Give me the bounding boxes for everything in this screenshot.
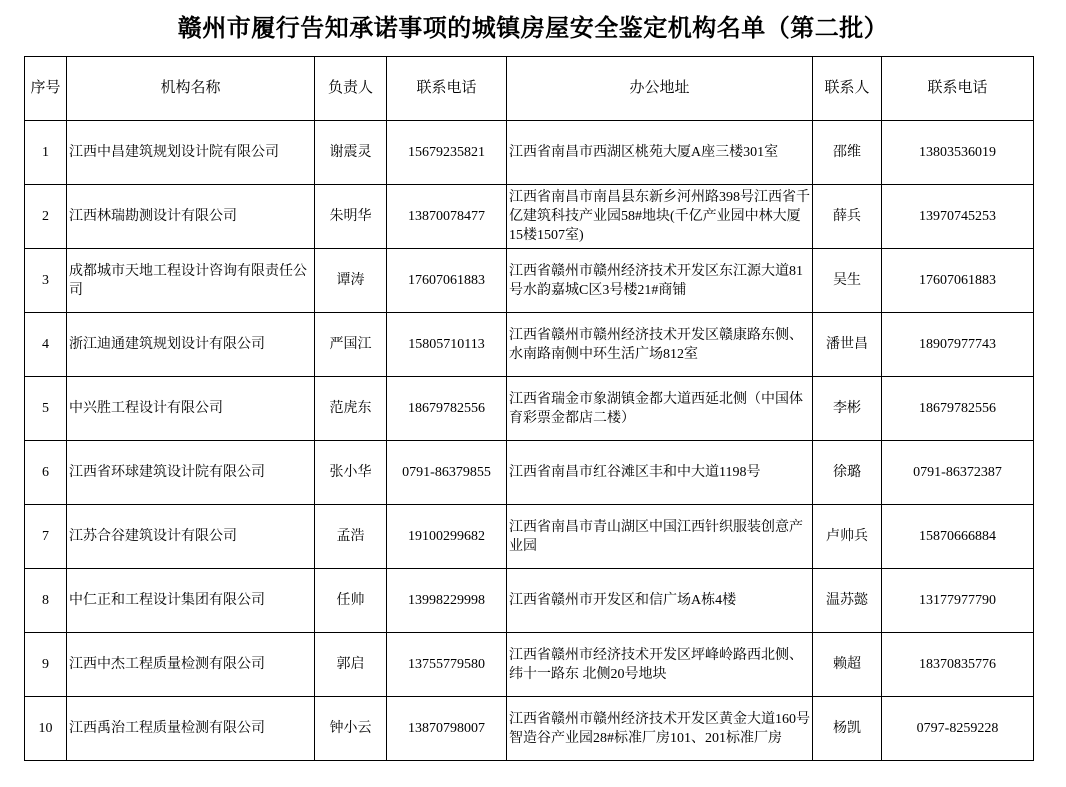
contact-phone: 18679782556 <box>882 377 1034 441</box>
address: 江西省赣州市赣州经济技术开发区东江源大道81号水韵嘉城C区3号楼21#商铺 <box>507 249 813 313</box>
principal: 范虎东 <box>315 377 387 441</box>
row-index: 4 <box>25 313 67 377</box>
row-index: 1 <box>25 121 67 185</box>
contact-phone: 0791-86372387 <box>882 441 1034 505</box>
address: 江西省南昌市南昌县东新乡河州路398号江西省千亿建筑科技产业园58#地块(千亿产业园中林大厦15楼1507室) <box>507 185 813 249</box>
address: 江西省赣州市开发区和信广场A栋4楼 <box>507 569 813 633</box>
address: 江西省赣州市赣州经济技术开发区黄金大道160号智造谷产业园28#标准厂房101、201标准厂房 <box>507 697 813 761</box>
principal-phone: 13870078477 <box>387 185 507 249</box>
header-index: 序号 <box>25 57 67 121</box>
table-row <box>25 121 1034 185</box>
principal: 钟小云 <box>315 697 387 761</box>
header-contact: 联系人 <box>813 57 882 121</box>
contact: 薛兵 <box>813 185 882 249</box>
principal-phone: 15805710113 <box>387 313 507 377</box>
principal-phone: 13998229998 <box>387 569 507 633</box>
contact-phone: 13177977790 <box>882 569 1034 633</box>
agency-name: 江西中昌建筑规划设计院有限公司 <box>67 121 315 185</box>
table-row <box>25 441 1034 505</box>
row-index: 8 <box>25 569 67 633</box>
agency-name: 江西省环球建筑设计院有限公司 <box>67 441 315 505</box>
principal-phone: 15679235821 <box>387 121 507 185</box>
agency-name: 成都城市天地工程设计咨询有限责任公司 <box>67 249 315 313</box>
principal: 谭涛 <box>315 249 387 313</box>
contact: 邵维 <box>813 121 882 185</box>
contact: 李彬 <box>813 377 882 441</box>
row-index: 2 <box>25 185 67 249</box>
address: 江西省赣州市经济技术开发区坪峰岭路西北侧、纬十一路东 北侧20号地块 <box>507 633 813 697</box>
row-index: 7 <box>25 505 67 569</box>
table-row <box>25 633 1034 697</box>
principal: 任帅 <box>315 569 387 633</box>
row-index: 5 <box>25 377 67 441</box>
principal-phone: 0791-86379855 <box>387 441 507 505</box>
address: 江西省瑞金市象湖镇金都大道西延北侧（中国体育彩票金都店二楼） <box>507 377 813 441</box>
table-row <box>25 249 1034 313</box>
agency-table <box>24 56 1034 761</box>
contact-phone: 18907977743 <box>882 313 1034 377</box>
principal: 严国江 <box>315 313 387 377</box>
address: 江西省赣州市赣州经济技术开发区赣康路东侧、水南路南侧中环生活广场812室 <box>507 313 813 377</box>
contact: 赖超 <box>813 633 882 697</box>
contact-phone: 13970745253 <box>882 185 1034 249</box>
address: 江西省南昌市红谷滩区丰和中大道1198号 <box>507 441 813 505</box>
table-row <box>25 313 1034 377</box>
principal: 朱明华 <box>315 185 387 249</box>
agency-name: 江西禹治工程质量检测有限公司 <box>67 697 315 761</box>
principal-phone: 13755779580 <box>387 633 507 697</box>
header-row <box>25 57 1034 121</box>
contact: 潘世昌 <box>813 313 882 377</box>
principal: 郭启 <box>315 633 387 697</box>
page-title: 赣州市履行告知承诺事项的城镇房屋安全鉴定机构名单（第二批） <box>177 16 889 42</box>
header-principal-phone: 联系电话 <box>387 57 507 121</box>
header-contact-phone: 联系电话 <box>882 57 1034 121</box>
row-index: 6 <box>25 441 67 505</box>
contact: 卢帅兵 <box>813 505 882 569</box>
table-row <box>25 377 1034 441</box>
principal-phone: 17607061883 <box>387 249 507 313</box>
contact: 杨凯 <box>813 697 882 761</box>
principal-phone: 18679782556 <box>387 377 507 441</box>
header-principal: 负责人 <box>315 57 387 121</box>
address: 江西省南昌市青山湖区中国江西针织服装创意产业园 <box>507 505 813 569</box>
row-index: 3 <box>25 249 67 313</box>
contact-phone: 13803536019 <box>882 121 1034 185</box>
contact: 温苏懿 <box>813 569 882 633</box>
principal-phone: 13870798007 <box>387 697 507 761</box>
principal: 谢震灵 <box>315 121 387 185</box>
address: 江西省南昌市西湖区桃苑大厦A座三楼301室 <box>507 121 813 185</box>
agency-name: 江西林瑞勘测设计有限公司 <box>67 185 315 249</box>
table-row <box>25 185 1034 249</box>
principal: 张小华 <box>315 441 387 505</box>
contact: 吴生 <box>813 249 882 313</box>
contact-phone: 18370835776 <box>882 633 1034 697</box>
principal: 孟浩 <box>315 505 387 569</box>
contact-phone: 0797-8259228 <box>882 697 1034 761</box>
agency-name: 中兴胜工程设计有限公司 <box>67 377 315 441</box>
table-row <box>25 569 1034 633</box>
agency-name: 中仁正和工程设计集团有限公司 <box>67 569 315 633</box>
row-index: 10 <box>25 697 67 761</box>
contact-phone: 15870666884 <box>882 505 1034 569</box>
agency-name: 浙江迪通建筑规划设计有限公司 <box>67 313 315 377</box>
header-agency-name: 机构名称 <box>67 57 315 121</box>
agency-name: 江苏合谷建筑设计有限公司 <box>67 505 315 569</box>
agency-name: 江西中杰工程质量检测有限公司 <box>67 633 315 697</box>
table-row <box>25 505 1034 569</box>
header-address: 办公地址 <box>507 57 813 121</box>
row-index: 9 <box>25 633 67 697</box>
contact: 徐璐 <box>813 441 882 505</box>
table-row <box>25 697 1034 761</box>
principal-phone: 19100299682 <box>387 505 507 569</box>
contact-phone: 17607061883 <box>882 249 1034 313</box>
